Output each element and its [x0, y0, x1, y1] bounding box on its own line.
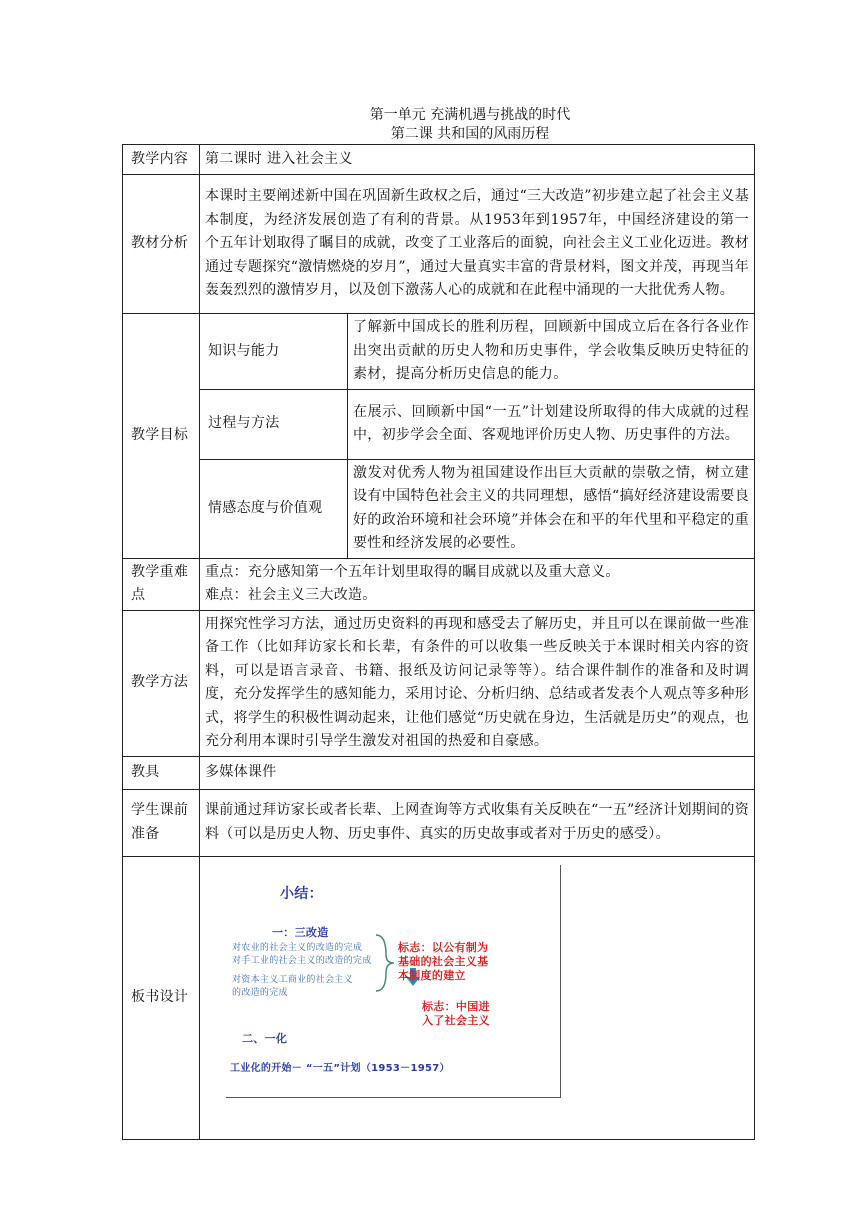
- lesson-title: 第二课 共和国的风雨历程: [390, 126, 550, 142]
- goal-text-knowledge: 了解新中国成长的胜利历程，回顾新中国成立后在各行各业作出突出贡献的历史人物和历史事件，学会收集反映历史特征的素材，提高分析历史信息的能力。: [348, 314, 755, 390]
- goals-label: 教学目标: [123, 314, 200, 559]
- content-value: 第二课时 进入社会主义: [200, 145, 755, 175]
- prep-label: 学生课前准备: [123, 789, 200, 856]
- method-value: 用探究性学习方法，通过历史资料的再现和感受去了解历史，并且可以在课前做一些准备工作（比如拜访家长和长辈，有条件的可以收集一些反映关于本课时相关内容的资料，可以是语言录音、书籍、报纸及访问记录等等）。结合课件制作的准备和及时调度，充分发挥学生的感知能力，采用讨论、分析归纳、总结或者发表个人观点等多种形式，将学生的积极性调动起来，让他们感觉“历史就在身边，生活就是历史”的观点，也充分利用本课时引导学生激发对祖国的热爱和自豪感。: [200, 610, 755, 756]
- board-section-2: 二、一化: [242, 1031, 288, 1045]
- goal-name-emotion: 情感态度与价值观: [200, 459, 348, 558]
- goal-text-process: 在展示、回顾新中国“一五”计划建设所取得的伟大成就的过程中，初步学会全面、客观地评价历史人物、历史事件的方法。: [348, 389, 755, 459]
- board-craft: 对手工业的社会主义的改造的完成: [232, 955, 372, 966]
- board-summary: 小结：: [280, 885, 323, 902]
- board-sign-1b: 基础的社会主义基: [398, 954, 489, 968]
- board-sign-2b: 入了社会主义: [422, 1013, 490, 1027]
- key-point: 重点：充分感知第一个五年计划里取得的瞩目成就以及重大意义。: [205, 563, 620, 580]
- tools-value: 多媒体课件: [200, 756, 755, 789]
- analysis-value: 本课时主要阐述新中国在巩固新生政权之后，通过“三大改造”初步建立起了社会主义基本制度，为经济发展创造了有利的背景。从1953年到1957年，中国经济建设的第一个五年计划取得了瞩目的成就，改变了工业落后的面貌，向社会主义工业化迈进。教材通过专题探究“激情燃烧的岁月”，通过大量真实丰富的背景材料，图文并茂，再现当年轰轰烈烈的激情岁月，以及创下激荡人心的成就和在此程中涌现的一大批优秀人物。: [200, 175, 755, 314]
- board-sign-1c: 本制度的建立: [398, 968, 466, 982]
- method-label: 教学方法: [123, 610, 200, 756]
- goal-text-emotion: 激发对优秀人物为祖国建设作出巨大贡献的崇敬之情，树立建设有中国特色社会主义的共同理想，感悟“搞好经济建设需要良好的政治环境和社会环境”并体会在和平的年代里和平稳定的重要性和经济发展的必要性。: [348, 459, 755, 558]
- board-design-image: [226, 865, 561, 1098]
- goal-name-process: 过程与方法: [200, 389, 348, 459]
- lesson-plan-table: [122, 144, 755, 1140]
- board-sign-2a: 标志：中国进: [422, 999, 490, 1013]
- board-capital-1: 对资本主义工商业的社会主义: [232, 974, 353, 985]
- board-sign-1a: 标志：以公有制为: [398, 940, 489, 954]
- board-industry: 工业化的开始－ “一五”计划（1953－1957）: [230, 1062, 450, 1074]
- unit-title: 第一单元 充满机遇与挑战的时代: [369, 107, 571, 123]
- goal-name-knowledge: 知识与能力: [200, 314, 348, 390]
- prep-value: 课前通过拜访家长或者长辈、上网查询等方式收集有关反映在“一五”经济计划期间的资料（可以是历史人物、历史事件、真实的历史故事或者对于历史的感受）。: [200, 789, 755, 856]
- board-section-1: 一：三改造: [272, 925, 329, 939]
- board-label: 板书设计: [123, 856, 200, 1139]
- board-agri: 对农业的社会主义的改造的完成: [232, 942, 363, 953]
- tools-label: 教具: [123, 756, 200, 789]
- difficult-point: 难点：社会主义三大改造。: [205, 587, 377, 603]
- content-label: 教学内容: [123, 145, 200, 175]
- analysis-label: 教材分析: [123, 175, 200, 314]
- board-capital-2: 的改造的完成: [232, 987, 288, 998]
- keypoints-label: 教学重难点: [123, 558, 200, 610]
